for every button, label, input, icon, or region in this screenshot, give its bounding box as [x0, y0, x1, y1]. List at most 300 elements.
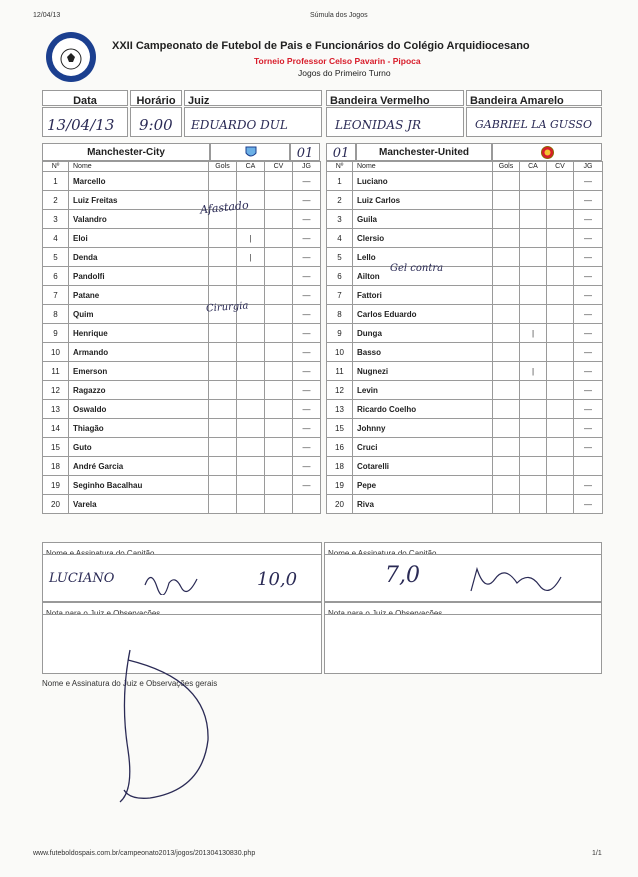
player-games: —	[293, 476, 321, 495]
player-yellow-card	[237, 476, 265, 495]
table-row	[327, 248, 603, 267]
round-label: Jogos do Primeiro Turno	[298, 68, 391, 78]
player-goals	[493, 305, 520, 324]
home-roster	[42, 161, 321, 514]
player-red-card	[547, 476, 574, 495]
player-yellow-card	[520, 305, 547, 324]
player-goals	[209, 495, 237, 514]
player-number: 9	[327, 324, 353, 343]
player-name: Cotarelli	[353, 457, 493, 476]
player-games: —	[574, 305, 603, 324]
player-yellow-card	[237, 400, 265, 419]
col-jg: JG	[574, 162, 603, 172]
player-goals	[209, 476, 237, 495]
player-number: 13	[43, 400, 69, 419]
table-row	[327, 476, 603, 495]
player-number: 5	[327, 248, 353, 267]
table-row	[43, 305, 321, 324]
player-red-card	[265, 438, 293, 457]
col-ca: CA	[520, 162, 547, 172]
player-number: 20	[327, 495, 353, 514]
player-yellow-card	[237, 457, 265, 476]
player-name: Ricardo Coelho	[353, 400, 493, 419]
player-number: 13	[327, 400, 353, 419]
home-captain-box	[42, 554, 322, 602]
player-number: 4	[327, 229, 353, 248]
player-games: —	[574, 324, 603, 343]
player-name: Eloi	[69, 229, 209, 248]
table-row	[43, 229, 321, 248]
player-red-card	[547, 362, 574, 381]
player-name: Lello	[353, 248, 493, 267]
date-label: Data	[73, 95, 97, 107]
player-games: —	[293, 343, 321, 362]
player-yellow-card	[520, 438, 547, 457]
player-red-card	[265, 286, 293, 305]
player-goals	[209, 248, 237, 267]
player-number: 2	[43, 191, 69, 210]
player-number: 19	[43, 476, 69, 495]
table-row	[327, 286, 603, 305]
player-red-card	[265, 324, 293, 343]
player-number: 15	[43, 438, 69, 457]
time-label: Horário	[136, 95, 176, 107]
away-grade: 7,0	[385, 563, 420, 588]
player-number: 12	[43, 381, 69, 400]
player-games: —	[293, 267, 321, 286]
player-red-card	[265, 400, 293, 419]
player-games: —	[574, 286, 603, 305]
player-red-card	[547, 248, 574, 267]
player-red-card	[265, 172, 293, 191]
player-yellow-card: |	[237, 229, 265, 248]
player-goals	[493, 400, 520, 419]
table-row	[327, 495, 603, 514]
player-red-card	[547, 286, 574, 305]
home-grade: 10,0	[257, 569, 298, 590]
player-name: Guto	[69, 438, 209, 457]
player-games: —	[293, 191, 321, 210]
player-name: Nugnezi	[353, 362, 493, 381]
player-goals	[493, 248, 520, 267]
player-goals	[493, 362, 520, 381]
away-team-name: Manchester-United	[378, 147, 469, 158]
player-yellow-card	[237, 362, 265, 381]
player-number: 8	[43, 305, 69, 324]
player-number: 4	[43, 229, 69, 248]
table-row	[43, 267, 321, 286]
table-row	[327, 400, 603, 419]
player-red-card	[547, 305, 574, 324]
player-number: 7	[327, 286, 353, 305]
time-value: 9:00	[139, 116, 173, 134]
page-subtitle: Torneio Professor Celso Pavarin - Pipoca	[254, 56, 421, 66]
player-name: André Garcia	[69, 457, 209, 476]
player-number: 11	[327, 362, 353, 381]
table-row	[43, 362, 321, 381]
player-yellow-card	[237, 324, 265, 343]
player-yellow-card	[520, 210, 547, 229]
print-title: Súmula dos Jogos	[310, 12, 368, 19]
player-games: —	[293, 457, 321, 476]
player-number: 5	[43, 248, 69, 267]
player-yellow-card	[520, 476, 547, 495]
col-goals: Gols	[209, 162, 237, 172]
player-goals	[493, 495, 520, 514]
player-games: —	[293, 362, 321, 381]
player-name: Johnny	[353, 419, 493, 438]
player-red-card	[547, 419, 574, 438]
player-red-card	[547, 343, 574, 362]
table-row	[43, 381, 321, 400]
player-number: 2	[327, 191, 353, 210]
red-flag-value: LEONIDAS JR	[335, 118, 421, 132]
player-yellow-card	[520, 419, 547, 438]
player-yellow-card: |	[520, 324, 547, 343]
player-goals	[209, 343, 237, 362]
player-red-card	[265, 457, 293, 476]
col-name: Nome	[353, 162, 493, 172]
player-games: —	[574, 476, 603, 495]
player-goals	[209, 172, 237, 191]
player-red-card	[547, 191, 574, 210]
player-goals	[209, 229, 237, 248]
table-row	[43, 419, 321, 438]
player-red-card	[265, 381, 293, 400]
player-games: —	[574, 419, 603, 438]
player-name: Denda	[69, 248, 209, 267]
player-red-card	[265, 248, 293, 267]
player-goals	[493, 324, 520, 343]
player-number: 20	[43, 495, 69, 514]
page-number: 1/1	[592, 850, 602, 857]
referee-label: Juiz	[188, 95, 210, 107]
player-number: 9	[43, 324, 69, 343]
player-name: Quim	[69, 305, 209, 324]
home-team-name: Manchester-City	[87, 147, 165, 158]
player-red-card	[265, 229, 293, 248]
player-number: 12	[327, 381, 353, 400]
player-red-card	[547, 172, 574, 191]
player-name: Valandro	[69, 210, 209, 229]
player-red-card	[265, 210, 293, 229]
player-name: Pepe	[353, 476, 493, 495]
player-name: Dunga	[353, 324, 493, 343]
table-row	[327, 229, 603, 248]
player-goals	[493, 229, 520, 248]
table-row	[43, 457, 321, 476]
player-yellow-card	[520, 457, 547, 476]
home-score-mark: 01	[296, 146, 314, 161]
table-row	[327, 324, 603, 343]
player-goals	[493, 381, 520, 400]
player-name: Patane	[69, 286, 209, 305]
player-yellow-card	[237, 210, 265, 229]
player-yellow-card	[237, 343, 265, 362]
player-goals	[493, 210, 520, 229]
player-yellow-card	[237, 267, 265, 286]
table-row	[43, 172, 321, 191]
player-number: 6	[327, 267, 353, 286]
player-yellow-card	[237, 495, 265, 514]
player-games: —	[293, 172, 321, 191]
player-red-card	[265, 343, 293, 362]
player-goals	[209, 438, 237, 457]
player-red-card	[547, 381, 574, 400]
player-number: 16	[327, 438, 353, 457]
player-games: —	[293, 381, 321, 400]
player-name: Luiz Freitas	[69, 191, 209, 210]
col-jg: JG	[293, 162, 321, 172]
player-number: 1	[327, 172, 353, 191]
player-red-card	[265, 476, 293, 495]
player-name: Luiz Carlos	[353, 191, 493, 210]
player-red-card	[547, 229, 574, 248]
player-number: 6	[43, 267, 69, 286]
table-row	[43, 476, 321, 495]
home-crest-cell	[210, 143, 290, 161]
player-name: Cruci	[353, 438, 493, 457]
referee-section-label: Nome e Assinatura do Juiz e Observações gerais	[42, 679, 218, 688]
player-games: —	[574, 362, 603, 381]
player-name: Levin	[353, 381, 493, 400]
player-yellow-card	[237, 381, 265, 400]
yellow-flag-label: Bandeira Amarelo	[470, 95, 564, 107]
player-red-card	[547, 457, 574, 476]
table-row	[43, 343, 321, 362]
player-games: —	[293, 305, 321, 324]
referee-value: EDUARDO DUL	[191, 118, 288, 132]
col-goals: Gols	[493, 162, 520, 172]
home-captain-name: LUCIANO	[49, 571, 115, 586]
player-yellow-card	[237, 419, 265, 438]
player-name: Varela	[69, 495, 209, 514]
player-games: —	[574, 229, 603, 248]
player-number: 19	[327, 476, 353, 495]
player-games: —	[293, 400, 321, 419]
player-goals	[209, 362, 237, 381]
player-yellow-card	[520, 495, 547, 514]
player-games: —	[293, 286, 321, 305]
away-crest-icon	[541, 146, 554, 159]
player-name: Guila	[353, 210, 493, 229]
player-red-card	[547, 495, 574, 514]
col-ca: CA	[237, 162, 265, 172]
away-captain-box	[324, 554, 602, 602]
player-games: —	[574, 343, 603, 362]
away-roster	[326, 161, 603, 514]
player-goals	[493, 343, 520, 362]
player-name: Clersio	[353, 229, 493, 248]
table-row	[43, 248, 321, 267]
away-notes-box	[324, 614, 602, 674]
table-row	[327, 305, 603, 324]
player-number: 3	[327, 210, 353, 229]
player-games: —	[293, 248, 321, 267]
player-name: Henrique	[69, 324, 209, 343]
player-yellow-card	[520, 229, 547, 248]
player-name: Basso	[353, 343, 493, 362]
player-number: 15	[327, 419, 353, 438]
player-games: —	[574, 172, 603, 191]
home-annotation-cirurgia: Cirurgia	[205, 300, 249, 315]
away-team-header	[356, 143, 492, 161]
table-row	[327, 438, 603, 457]
player-games: —	[574, 400, 603, 419]
player-number: 18	[327, 457, 353, 476]
player-name: Riva	[353, 495, 493, 514]
col-cv: CV	[265, 162, 293, 172]
player-games: —	[574, 191, 603, 210]
table-row	[327, 343, 603, 362]
page-title: XXII Campeonato de Futebol de Pais e Funcionários do Colégio Arquidiocesano	[112, 40, 530, 52]
yellow-flag-value: GABRIEL LA GUSSO	[475, 118, 592, 131]
player-name: Carlos Eduardo	[353, 305, 493, 324]
table-row	[327, 362, 603, 381]
col-name: Nome	[69, 162, 209, 172]
player-yellow-card: |	[520, 362, 547, 381]
player-red-card	[547, 210, 574, 229]
away-captain-signature	[465, 563, 565, 597]
player-red-card	[547, 267, 574, 286]
table-row	[327, 457, 603, 476]
player-red-card	[265, 419, 293, 438]
table-row	[43, 400, 321, 419]
table-row	[43, 324, 321, 343]
player-games	[574, 457, 603, 476]
player-name: Marcello	[69, 172, 209, 191]
player-name: Emerson	[69, 362, 209, 381]
player-yellow-card	[520, 191, 547, 210]
player-games: —	[574, 495, 603, 514]
player-yellow-card: |	[237, 248, 265, 267]
player-yellow-card	[520, 172, 547, 191]
table-row	[43, 495, 321, 514]
table-row	[327, 172, 603, 191]
player-games: —	[293, 210, 321, 229]
player-red-card	[265, 305, 293, 324]
player-games: —	[293, 229, 321, 248]
player-number: 3	[43, 210, 69, 229]
player-red-card	[547, 400, 574, 419]
player-yellow-card	[237, 438, 265, 457]
player-yellow-card	[237, 172, 265, 191]
table-row	[327, 419, 603, 438]
player-games: —	[574, 381, 603, 400]
player-goals	[209, 457, 237, 476]
col-num: Nº	[327, 162, 353, 172]
player-name: Armando	[69, 343, 209, 362]
col-cv: CV	[547, 162, 574, 172]
away-score-mark: 01	[332, 146, 350, 161]
player-yellow-card	[520, 343, 547, 362]
player-red-card	[265, 191, 293, 210]
player-games	[293, 495, 321, 514]
player-number: 11	[43, 362, 69, 381]
player-name: Ailton	[353, 267, 493, 286]
player-games: —	[574, 210, 603, 229]
player-games: —	[574, 438, 603, 457]
player-games: —	[293, 419, 321, 438]
player-number: 10	[327, 343, 353, 362]
player-games: —	[293, 324, 321, 343]
date-value: 13/04/13	[47, 116, 115, 134]
player-goals	[493, 172, 520, 191]
player-goals	[209, 267, 237, 286]
player-yellow-card	[520, 248, 547, 267]
table-row	[327, 210, 603, 229]
player-goals	[493, 419, 520, 438]
player-red-card	[547, 324, 574, 343]
print-date: 12/04/13	[33, 12, 61, 19]
player-goals	[493, 476, 520, 495]
player-red-card	[265, 362, 293, 381]
player-red-card	[265, 495, 293, 514]
player-red-card	[547, 438, 574, 457]
player-games: —	[293, 438, 321, 457]
player-number: 8	[327, 305, 353, 324]
player-goals	[209, 381, 237, 400]
away-annotation-gel-contra: Gel contra	[390, 263, 444, 274]
table-row	[43, 286, 321, 305]
table-row	[43, 191, 321, 210]
player-yellow-card	[520, 267, 547, 286]
player-number: 18	[43, 457, 69, 476]
player-goals	[209, 324, 237, 343]
player-name: Thiagão	[69, 419, 209, 438]
player-goals	[493, 286, 520, 305]
table-row	[43, 210, 321, 229]
player-name: Seginho Bacalhau	[69, 476, 209, 495]
player-goals	[493, 438, 520, 457]
player-name: Luciano	[353, 172, 493, 191]
footer-url: www.futeboldospais.com.br/campeonato2013/jogos/201304130830.php	[33, 850, 256, 857]
player-goals	[209, 419, 237, 438]
player-yellow-card	[520, 400, 547, 419]
player-name: Oswaldo	[69, 400, 209, 419]
home-annotation-afastado: Afastado	[199, 198, 250, 217]
col-num: Nº	[43, 162, 69, 172]
tournament-logo	[44, 30, 98, 84]
player-goals	[493, 267, 520, 286]
player-name: Ragazzo	[69, 381, 209, 400]
table-row	[327, 267, 603, 286]
table-row	[327, 381, 603, 400]
table-row	[43, 438, 321, 457]
player-games: —	[574, 267, 603, 286]
player-number: 14	[43, 419, 69, 438]
player-yellow-card	[520, 286, 547, 305]
home-team-header	[42, 143, 210, 161]
referee-signature	[90, 640, 230, 810]
player-goals	[493, 457, 520, 476]
player-yellow-card	[520, 381, 547, 400]
player-number: 10	[43, 343, 69, 362]
home-crest-icon	[245, 146, 257, 159]
player-goals	[209, 400, 237, 419]
away-crest-cell	[492, 143, 602, 161]
player-name: Fattori	[353, 286, 493, 305]
player-name: Pandolfi	[69, 267, 209, 286]
player-games: —	[574, 248, 603, 267]
player-red-card	[265, 267, 293, 286]
player-number: 1	[43, 172, 69, 191]
player-number: 7	[43, 286, 69, 305]
table-row	[327, 191, 603, 210]
home-captain-signature	[141, 565, 201, 595]
red-flag-label: Bandeira Vermelho	[330, 95, 430, 107]
player-goals	[493, 191, 520, 210]
